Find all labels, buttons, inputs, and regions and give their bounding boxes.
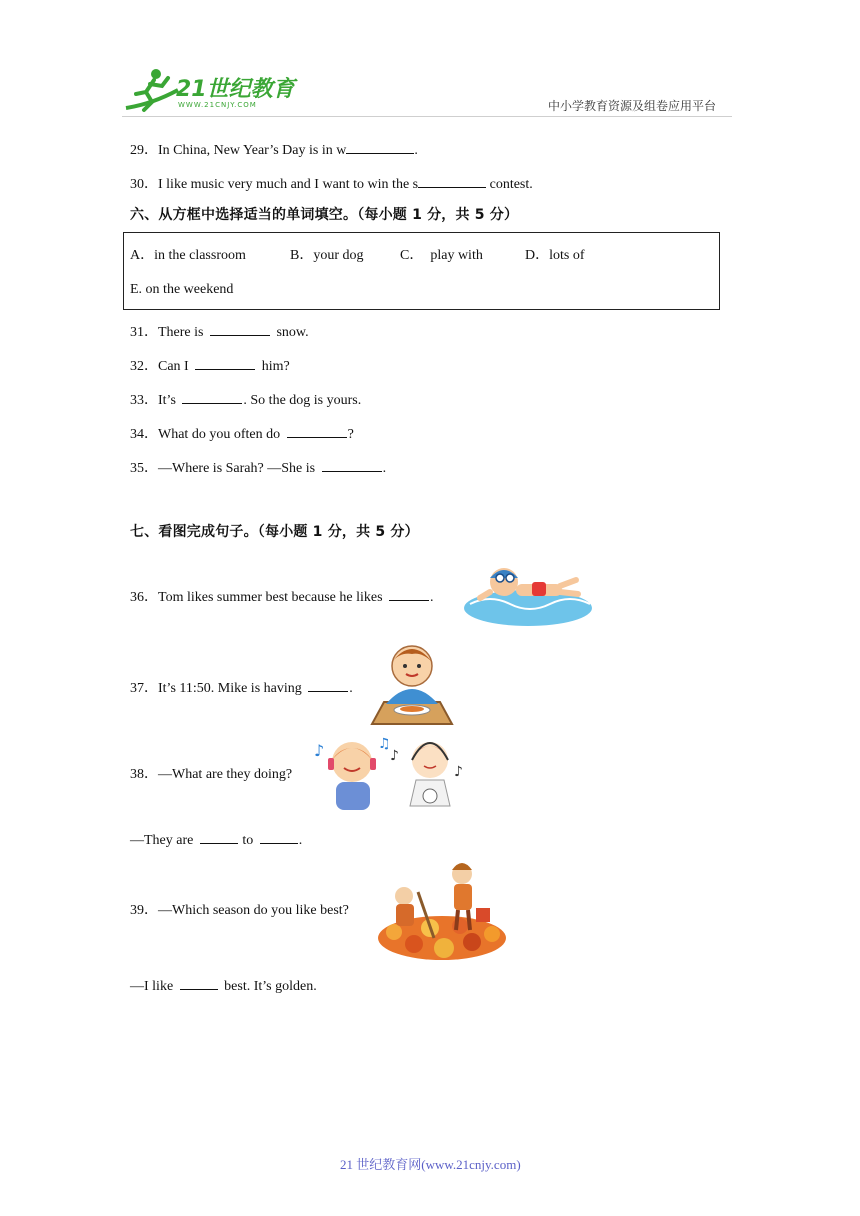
answer-blank[interactable]: [195, 355, 255, 370]
kids-listening-music-picture: [308, 730, 468, 814]
question-33: 33．It’s . So the dog is yours.: [130, 389, 361, 410]
runner-logo-icon: [122, 68, 182, 114]
answer-blank[interactable]: [210, 321, 270, 336]
boy-eating-lunch-picture: [370, 640, 454, 726]
svg-text:♪: ♪: [314, 741, 325, 760]
section-6-title: 六、从方框中选择适当的单词填空。（每小题 1 分，共 5 分）: [130, 207, 519, 223]
question-34: 34．What do you often do ?: [130, 423, 354, 444]
question-32: 32．Can I him?: [130, 355, 290, 376]
question-37: 37．It’s 11:50. Mike is having .: [130, 677, 353, 698]
option-a: A．in the classroom: [130, 248, 246, 263]
question-36: 36．Tom likes summer best because he likes .: [130, 586, 434, 607]
option-c: C． play with: [400, 248, 483, 263]
svg-text:♪: ♪: [390, 748, 399, 764]
svg-text:♪: ♪: [454, 764, 463, 780]
swimming-boy-picture: [460, 558, 596, 630]
logo-url: WWW.21CNJY.COM: [178, 101, 257, 109]
question-38: 38．—What are they doing?: [130, 767, 293, 782]
answer-blank[interactable]: [389, 586, 429, 601]
question-38-answer: —They are to .: [130, 829, 302, 850]
autumn-leaves-kids-picture: [374, 852, 510, 962]
header-platform-text: 中小学教育资源及组卷应用平台: [548, 99, 717, 113]
question-31: 31．There is snow.: [130, 321, 309, 342]
section-7-title: 七、看图完成句子。（每小题 1 分，共 5 分）: [130, 524, 419, 540]
question-39: 39．—Which season do you like best?: [130, 903, 349, 918]
answer-blank[interactable]: [260, 829, 298, 844]
option-e: E. on the weekend: [130, 282, 234, 297]
footer-site-text[interactable]: 21 世纪教育网(www.21cnjy.com): [340, 1157, 521, 1172]
header-divider: [122, 116, 732, 117]
answer-blank[interactable]: [287, 423, 347, 438]
answer-blank[interactable]: [180, 975, 218, 990]
answer-blank[interactable]: [182, 389, 242, 404]
answer-blank[interactable]: [346, 139, 414, 154]
answer-blank[interactable]: [418, 173, 486, 188]
question-30: 30．I like music very much and I want to win the s contest.: [130, 173, 533, 194]
option-d: D．lots of: [525, 248, 585, 263]
question-39-answer: —I like best. It’s golden.: [130, 975, 317, 996]
answer-blank[interactable]: [308, 677, 348, 692]
answer-blank[interactable]: [200, 829, 238, 844]
option-b: B．your dog: [290, 248, 364, 263]
question-29: 29．In China, New Year’s Day is in w .: [130, 139, 418, 160]
question-35: 35．—Where is Sarah? —She is .: [130, 457, 386, 478]
answer-blank[interactable]: [322, 457, 382, 472]
logo-text: 21世纪教育: [176, 77, 295, 102]
site-logo: [122, 68, 295, 114]
svg-text:♫: ♫: [378, 736, 391, 752]
